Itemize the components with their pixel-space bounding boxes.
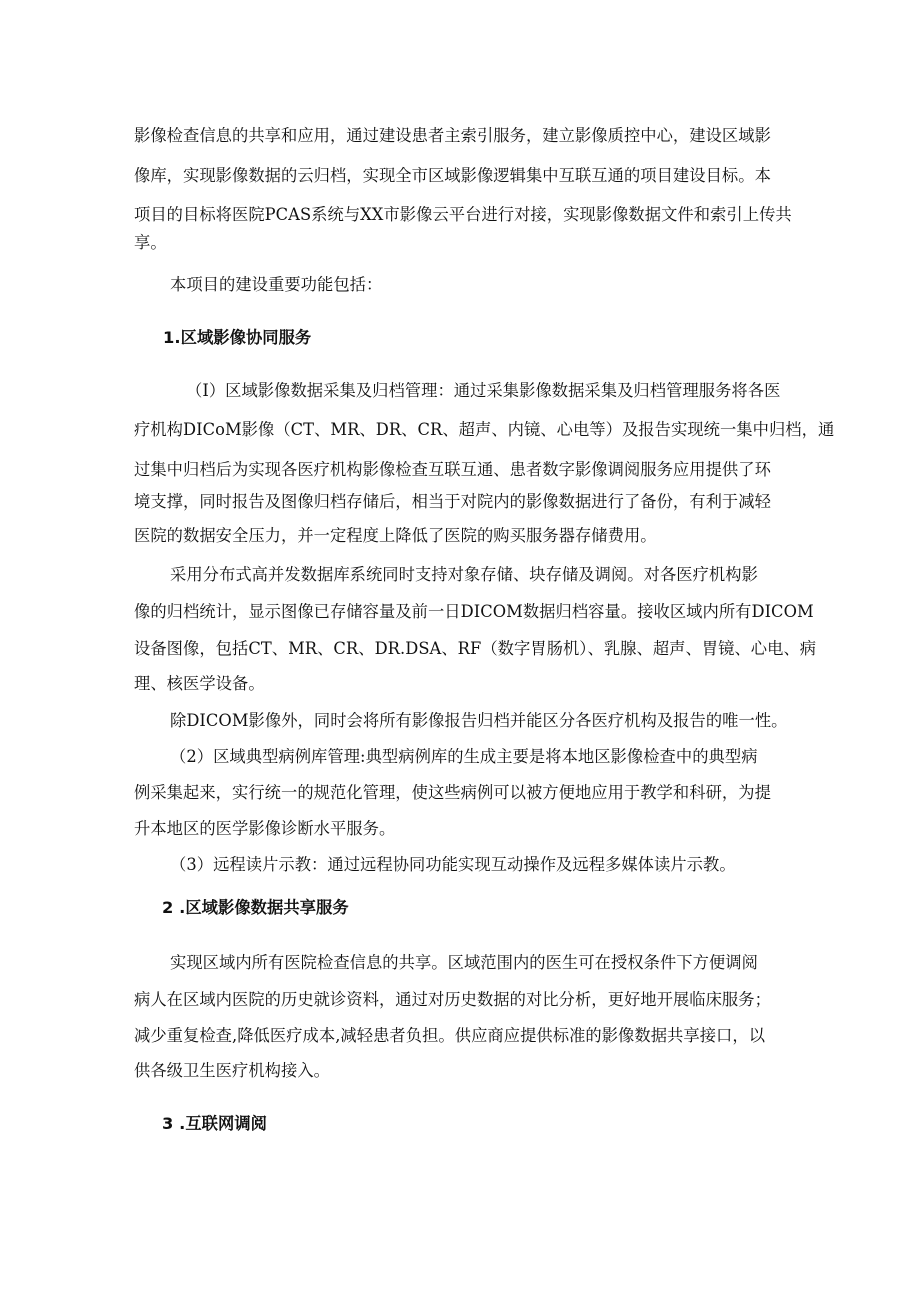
paragraph-line: 实现区域内所有医院检查信息的共享。区域范围内的医生可在授权条件下方便调阅 xyxy=(170,953,758,972)
paragraph-line: 采用分布式高并发数据库系统同时支持对象存储、块存储及调阅。对各医疗机构影 xyxy=(170,565,758,584)
paragraph-line: （I）区域影像数据采集及归档管理：通过采集影像数据采集及归档管理服务将各医 xyxy=(186,381,781,400)
intro-text: 本项目的建设重要功能包括： xyxy=(170,275,383,294)
paragraph-line: 过集中归档后为实现各医疗机构影像检查互联互通、患者数字影像调阅服务应用提供了环 xyxy=(134,460,771,479)
paragraph-line: 例采集起来，实行统一的规范化管理，使这些病例可以被方便地应用于教学和科研，为提 xyxy=(134,783,771,802)
paragraph-line: 医院的数据安全压力，并一定程度上降低了医院的购买服务器存储费用。 xyxy=(134,526,657,545)
paragraph-line: （3）远程读片示教：通过远程协同功能实现互动操作及远程多媒体读片示教。 xyxy=(170,855,736,874)
section-heading: 3 .互联网调阅 xyxy=(162,1114,267,1133)
section-heading: 1.区域影像协同服务 xyxy=(163,328,312,347)
paragraph-line: 享。 xyxy=(134,233,167,252)
section-heading: 2 .区域影像数据共享服务 xyxy=(162,898,349,917)
paragraph-line: 疗机构DICoM影像（CT、MR、DR、CR、超声、内镜、心电等）及报告实现统一集中归档，通 xyxy=(134,420,835,439)
paragraph-line: （2）区域典型病例库管理:典型病例库的生成主要是将本地区影像检查中的典型病 xyxy=(170,747,758,766)
paragraph-line: 境支撑，同时报告及图像归档存储后，相当于对院内的影像数据进行了备份，有利于减轻 xyxy=(134,492,771,511)
paragraph-line: 除DICOM影像外，同时会将所有影像报告归档并能区分各医疗机构及报告的唯一性。 xyxy=(170,711,788,730)
paragraph-line: 影像检查信息的共享和应用，通过建设患者主索引服务，建立影像质控中心，建设区域影 xyxy=(134,126,771,145)
paragraph-line: 项目的目标将医院PCAS系统与XX市影像云平台进行对接，实现影像数据文件和索引上传共 xyxy=(134,205,792,224)
paragraph-line: 像库，实现影像数据的云归档，实现全市区域影像逻辑集中互联互通的项目建设目标。本 xyxy=(134,166,771,185)
paragraph-line: 减少重复检查,降低医疗成本,减轻患者负担。供应商应提供标准的影像数据共享接口，以 xyxy=(134,1026,766,1045)
paragraph-line: 供各级卫生医疗机构接入。 xyxy=(134,1061,330,1080)
paragraph-line: 升本地区的医学影像诊断水平服务。 xyxy=(134,819,396,838)
paragraph-line: 病人在区域内医院的历史就诊资料，通过对历史数据的对比分析，更好地开展临床服务； xyxy=(134,990,771,1009)
paragraph-line: 像的归档统计，显示图像已存储容量及前一日DICOM数据归档容量。接收区域内所有DICOM xyxy=(134,602,814,621)
paragraph-line: 理、核医学设备。 xyxy=(134,674,265,693)
paragraph-line: 设备图像，包括CT、MR、CR、DR.DSA、RF（数字胃肠机）、乳腺、超声、胃镜、心电、病 xyxy=(134,639,817,658)
